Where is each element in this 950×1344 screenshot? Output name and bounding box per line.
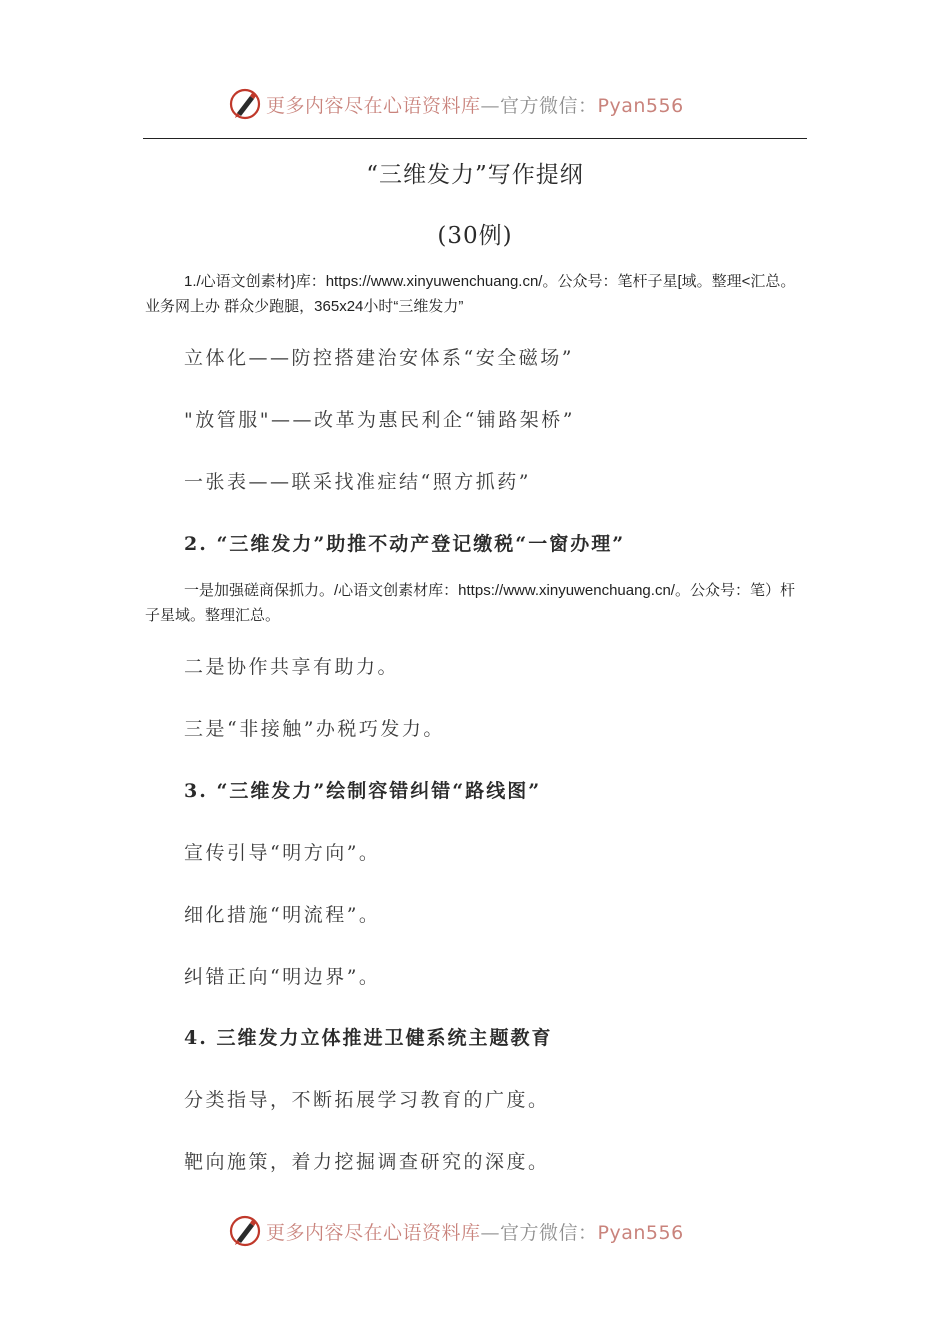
section4-point-1: 分类指导，不断拓展学习教育的广度。 [184, 1089, 550, 1111]
header-banner-text [266, 91, 684, 118]
section3-heading: 3. “三维发力”绘制容错纠错“路线图” [184, 780, 542, 802]
section1-point-1: 立体化——防控搭建治安体系“安全磁场” [184, 347, 574, 369]
banner-separator: — [480, 94, 501, 117]
footer-banner-text [266, 1218, 684, 1245]
section4-point-2: 靶向施策，着力挖掘调查研究的深度。 [184, 1151, 550, 1173]
header-divider [143, 138, 807, 139]
section1-point-2: "放管服"——改革为惠民利企“铺路架桥” [184, 409, 575, 431]
banner-wx-label: 官方微信： [500, 94, 598, 117]
section3-point-2: 细化措施“明流程”。 [184, 904, 381, 926]
section2-point-2: 三是“非接触”办税巧发力。 [184, 718, 445, 740]
header-banner[interactable] [228, 84, 728, 124]
section1-point-3: 一张表——联采找准症结“照方抓药” [184, 471, 531, 493]
section2-heading: 2. “三维发力”助推不动产登记缴税“一窗办理” [184, 533, 626, 555]
pen-logo-icon [228, 87, 262, 121]
section3-point-1: 宣传引导“明方向”。 [184, 842, 381, 864]
banner-wx-id: Pyan556 [597, 94, 684, 117]
banner-wx-label: 官方微信： [500, 1221, 598, 1244]
document-title: “三维发力”写作提纲 [366, 162, 584, 188]
banner-wx-id: Pyan556 [597, 1221, 684, 1244]
section4-heading: 4. 三维发力立体推进卫健系统主题教育 [184, 1027, 553, 1049]
footer-banner[interactable] [228, 1211, 728, 1251]
banner-main-text: 更多内容尽在心语资料库 [266, 1221, 481, 1244]
section2-intro: 一是加强磋商保抓力。/心语文创素材库：https://www.xinyuwenchuang.cn/。公众号：笔）杆子星域。整理汇总。 [145, 582, 795, 624]
section1-intro: 1./心语文创素材}库：https://www.xinyuwenchuang.cn/。公众号：笔杆子星[域。整理<汇总。 业务网上办 群众少跑腿，365x24小时“三维发力” [145, 273, 796, 315]
banner-main-text: 更多内容尽在心语资料库 [266, 94, 481, 117]
banner-separator: — [480, 1221, 501, 1244]
section2-point-1: 二是协作共享有助力。 [184, 656, 400, 678]
section3-point-3: 纠错正向“明边界”。 [184, 966, 381, 988]
document-subtitle: (30例) [437, 223, 513, 249]
pen-logo-icon [228, 1214, 262, 1248]
